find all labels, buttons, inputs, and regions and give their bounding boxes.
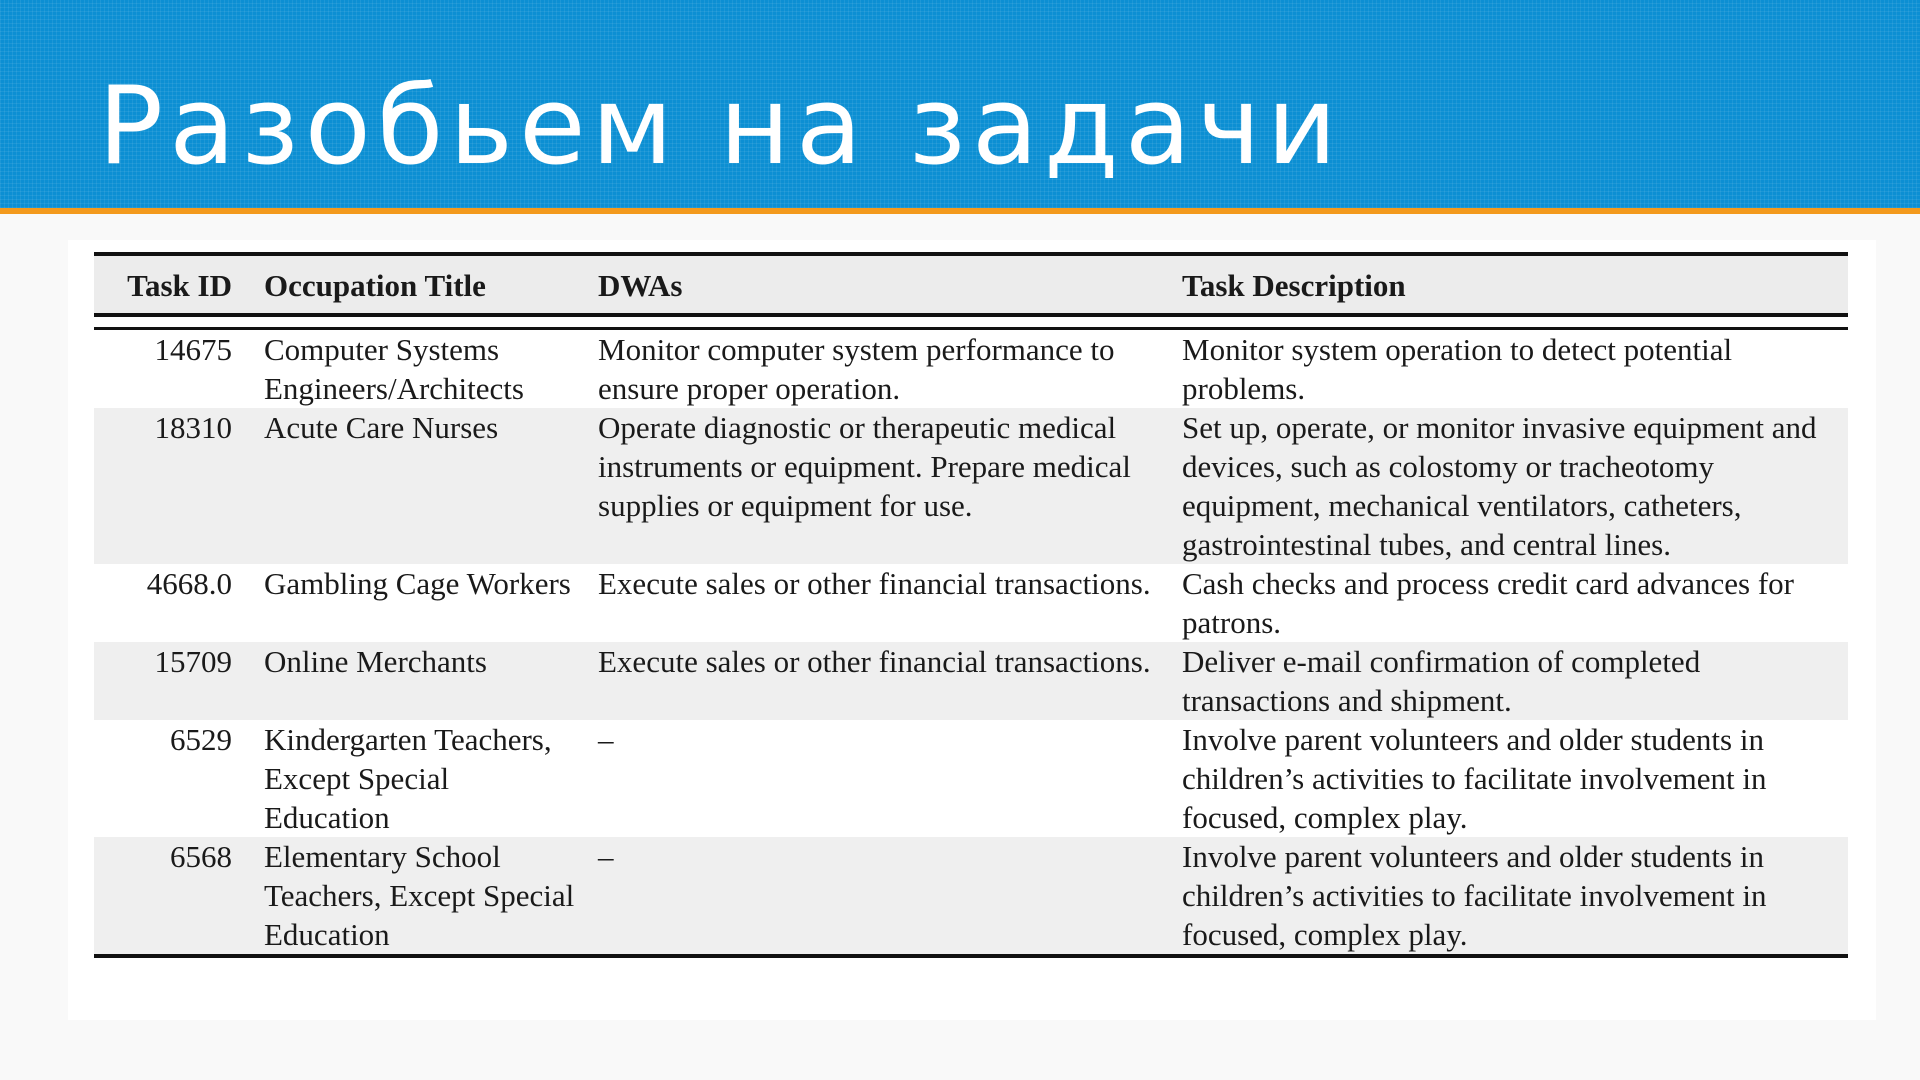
occupation-cell: Gambling Cage Workers	[254, 564, 588, 642]
task-id-cell: 14675	[94, 329, 254, 409]
dwas-cell: Operate diagnostic or therapeutic medical instruments or equipment. Prepare medical supplies or equipment for use.	[588, 408, 1172, 564]
table-row	[94, 720, 1848, 837]
task-id-cell: 6568	[94, 837, 254, 956]
task-id-cell: 4668.0	[94, 564, 254, 642]
dwas-cell: –	[588, 720, 1172, 837]
dwas-cell: Execute sales or other financial transactions.	[588, 642, 1172, 720]
task-id-cell: 15709	[94, 642, 254, 720]
dwas-cell: –	[588, 837, 1172, 956]
description-cell: Deliver e-mail confirmation of completed transactions and shipment.	[1172, 642, 1848, 720]
description-cell: Involve parent volunteers and older students in children’s activities to facilitate involvement in focused, complex play.	[1172, 720, 1848, 837]
occupation-cell: Elementary School Teachers, Except Special Education	[254, 837, 588, 956]
description-cell: Involve parent volunteers and older students in children’s activities to facilitate involvement in focused, complex play.	[1172, 837, 1848, 956]
task-id-cell: 6529	[94, 720, 254, 837]
header-task-description: Task Description	[1172, 254, 1848, 315]
header-occupation-title: Occupation Title	[254, 254, 588, 315]
occupation-cell: Online Merchants	[254, 642, 588, 720]
table-header-row	[94, 254, 1848, 315]
dwas-cell: Monitor computer system performance to ensure proper operation.	[588, 329, 1172, 409]
occupation-cell: Acute Care Nurses	[254, 408, 588, 564]
dwas-cell: Execute sales or other financial transactions.	[588, 564, 1172, 642]
occupation-cell: Kindergarten Teachers, Except Special Education	[254, 720, 588, 837]
header-task-id: Task ID	[94, 254, 254, 315]
table-card	[68, 240, 1876, 1020]
description-cell: Set up, operate, or monitor invasive equipment and devices, such as colostomy or tracheotomy equipment, mechanical ventilators, catheters, gastrointestinal tubes, and central lines.	[1172, 408, 1848, 564]
slide-title: Разобьем на задачи	[98, 64, 1343, 189]
table-row	[94, 329, 1848, 409]
occupation-cell: Computer Systems Engineers/Architects	[254, 329, 588, 409]
tasks-table	[94, 252, 1848, 958]
table-row	[94, 408, 1848, 564]
description-cell: Cash checks and process credit card advances for patrons.	[1172, 564, 1848, 642]
task-id-cell: 18310	[94, 408, 254, 564]
table-row	[94, 564, 1848, 642]
table-row	[94, 642, 1848, 720]
header-accent-stripe	[0, 208, 1920, 214]
header-dwas: DWAs	[588, 254, 1172, 315]
table-row	[94, 837, 1848, 956]
description-cell: Monitor system operation to detect potential problems.	[1172, 329, 1848, 409]
